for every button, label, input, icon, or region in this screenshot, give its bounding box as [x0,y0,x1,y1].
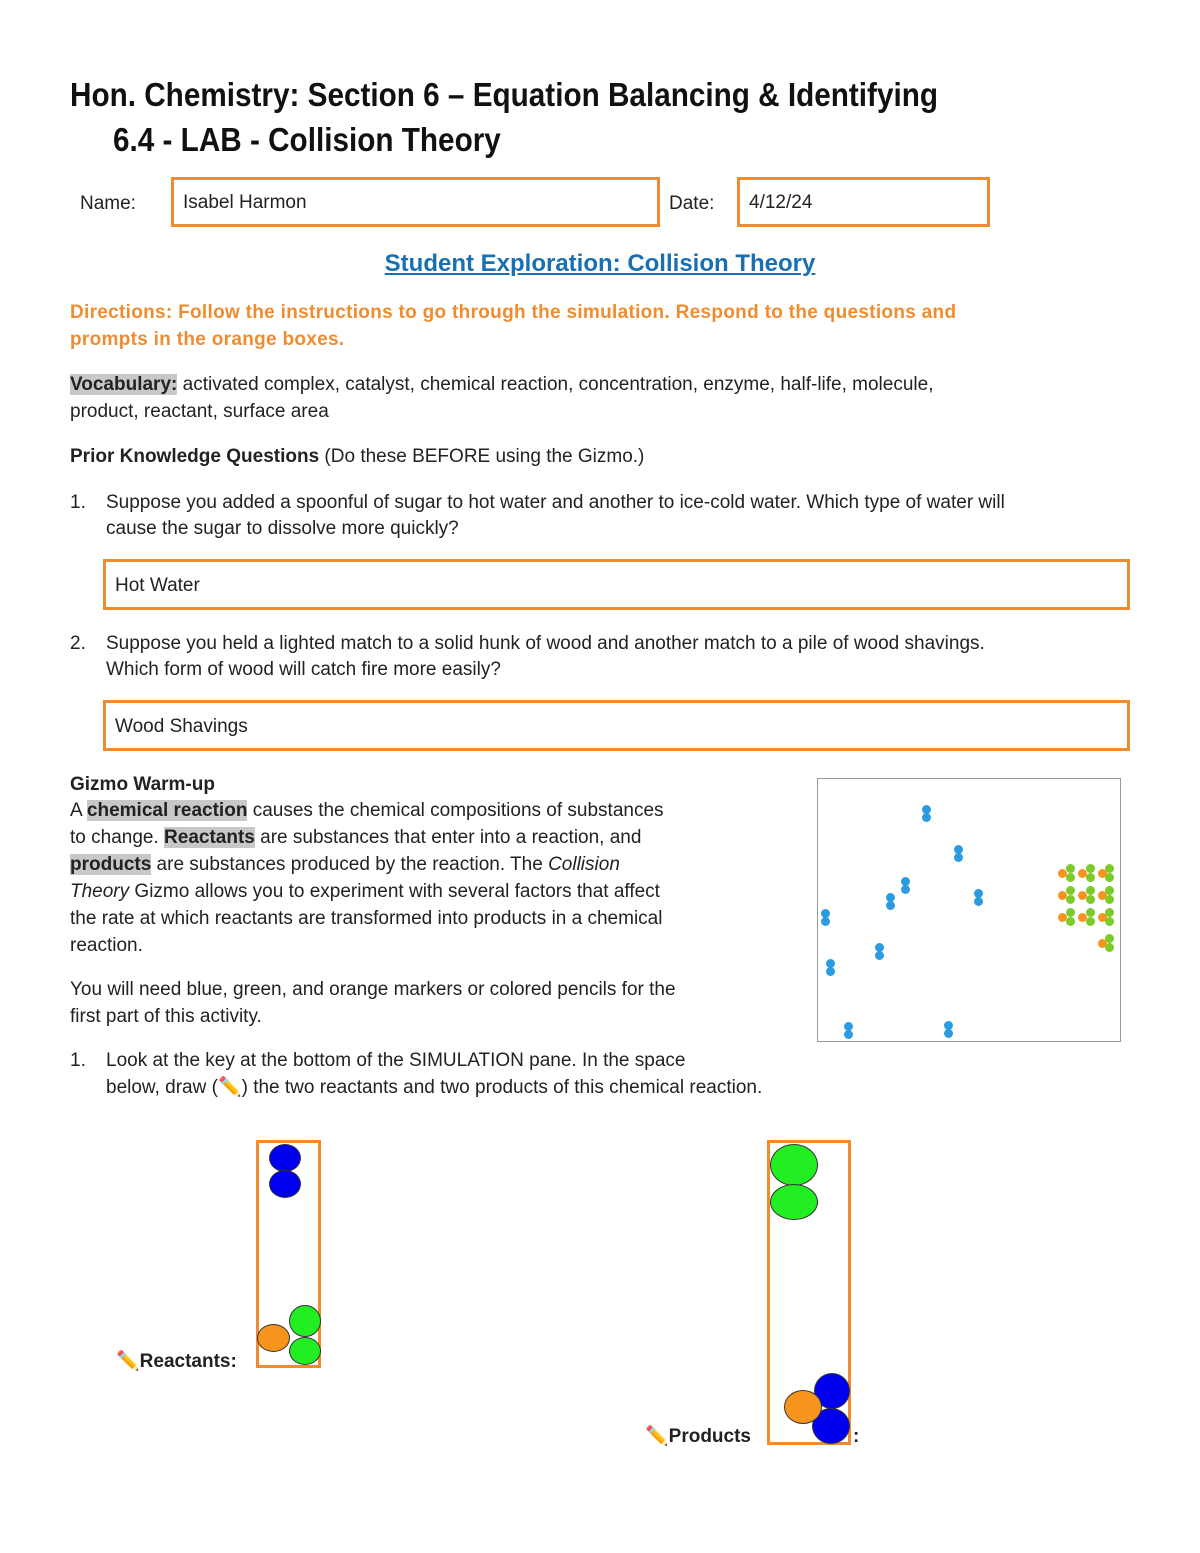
warmup-paragraph-2: You will need blue, green, and orange markers or colored pencils for the first part of this activity. [70,979,676,1027]
warmup-paragraph: A chemical reaction causes the chemical compositions of substances to change. Reactants are substances that enter into a reaction, and products are substances produced by the reaction. The Collision Theory Gizmo allows you to experiment with several factors that affect the rate at which reactants are transformed into products in a chemical reaction. [70,800,664,956]
warmup-heading: Gizmo Warm-up [70,774,215,795]
vocabulary-line-1 [70,371,933,398]
question-number: 1. [70,492,86,513]
reactants-label: ✏️Reactants: [116,1351,237,1372]
date-value: 4/12/24 [749,192,813,213]
reactants-drawing-box[interactable] [256,1140,321,1368]
answer-box[interactable] [103,700,1130,751]
question-text: cause the sugar to dissolve more quickly? [106,518,459,539]
directions-line-2: prompts in the orange boxes. [70,329,345,350]
products-drawing-box[interactable] [767,1140,851,1445]
vocabulary-terms-1: activated complex, catalyst, chemical reaction, concentration, enzyme, half-life, molecule, [177,374,934,395]
name-value: Isabel Harmon [183,192,307,213]
products-label: ✏️Products [645,1426,752,1447]
green-atom [770,1144,818,1186]
directions-line-1: Directions: Follow the instructions to go through the simulation. Respond to the questions and [70,302,957,323]
orange-atom [784,1390,822,1424]
date-label: Date: [669,193,715,214]
question-text: Which form of wood will catch fire more easily? [106,659,501,680]
date-field[interactable] [737,177,990,227]
products-colon: : [853,1426,860,1447]
blue-atom [269,1170,301,1198]
exploration-title-link[interactable]: Student Exploration: Collision Theory [384,250,816,277]
page-subtitle: 6.4 - LAB - Collision Theory [113,121,501,158]
question-text: Suppose you added a spoonful of sugar to hot water and another to ice-cold water. Which type of water will [106,492,1005,513]
vocabulary-label: Vocabulary: [70,374,178,395]
question-number: 2. [70,633,86,654]
question-text: Look at the key at the bottom of the SIMULATION pane. In the space [106,1050,686,1071]
prior-heading-bold: Prior Knowledge Questions [70,446,320,467]
question-number: 1. [70,1050,86,1071]
answer-text: Wood Shavings [115,716,248,737]
blue-atom [269,1144,301,1172]
question-text: below, draw (✏️) the two reactants and two products of this chemical reaction. [106,1077,763,1098]
name-label: Name: [80,193,136,214]
vocabulary-line-2: product, reactant, surface area [70,401,329,422]
term-reactants: Reactants [164,827,255,848]
green-atom [289,1305,321,1337]
prior-knowledge-heading [70,443,644,470]
prior-heading-note: (Do these BEFORE using the Gizmo.) [319,446,645,467]
name-field[interactable] [171,177,660,227]
question-text: Suppose you held a lighted match to a solid hunk of wood and another match to a pile of wood shavings. [106,633,985,654]
green-atom [289,1337,321,1365]
page-title: Hon. Chemistry: Section 6 – Equation Balancing & Identifying [70,76,939,113]
orange-atom [257,1324,290,1352]
answer-text: Hot Water [115,575,200,596]
term-products: products [70,854,152,875]
simulation-image [817,778,1121,1042]
green-atom [770,1184,818,1220]
term-chemical-reaction: chemical reaction [86,800,248,821]
answer-box[interactable] [103,559,1130,610]
